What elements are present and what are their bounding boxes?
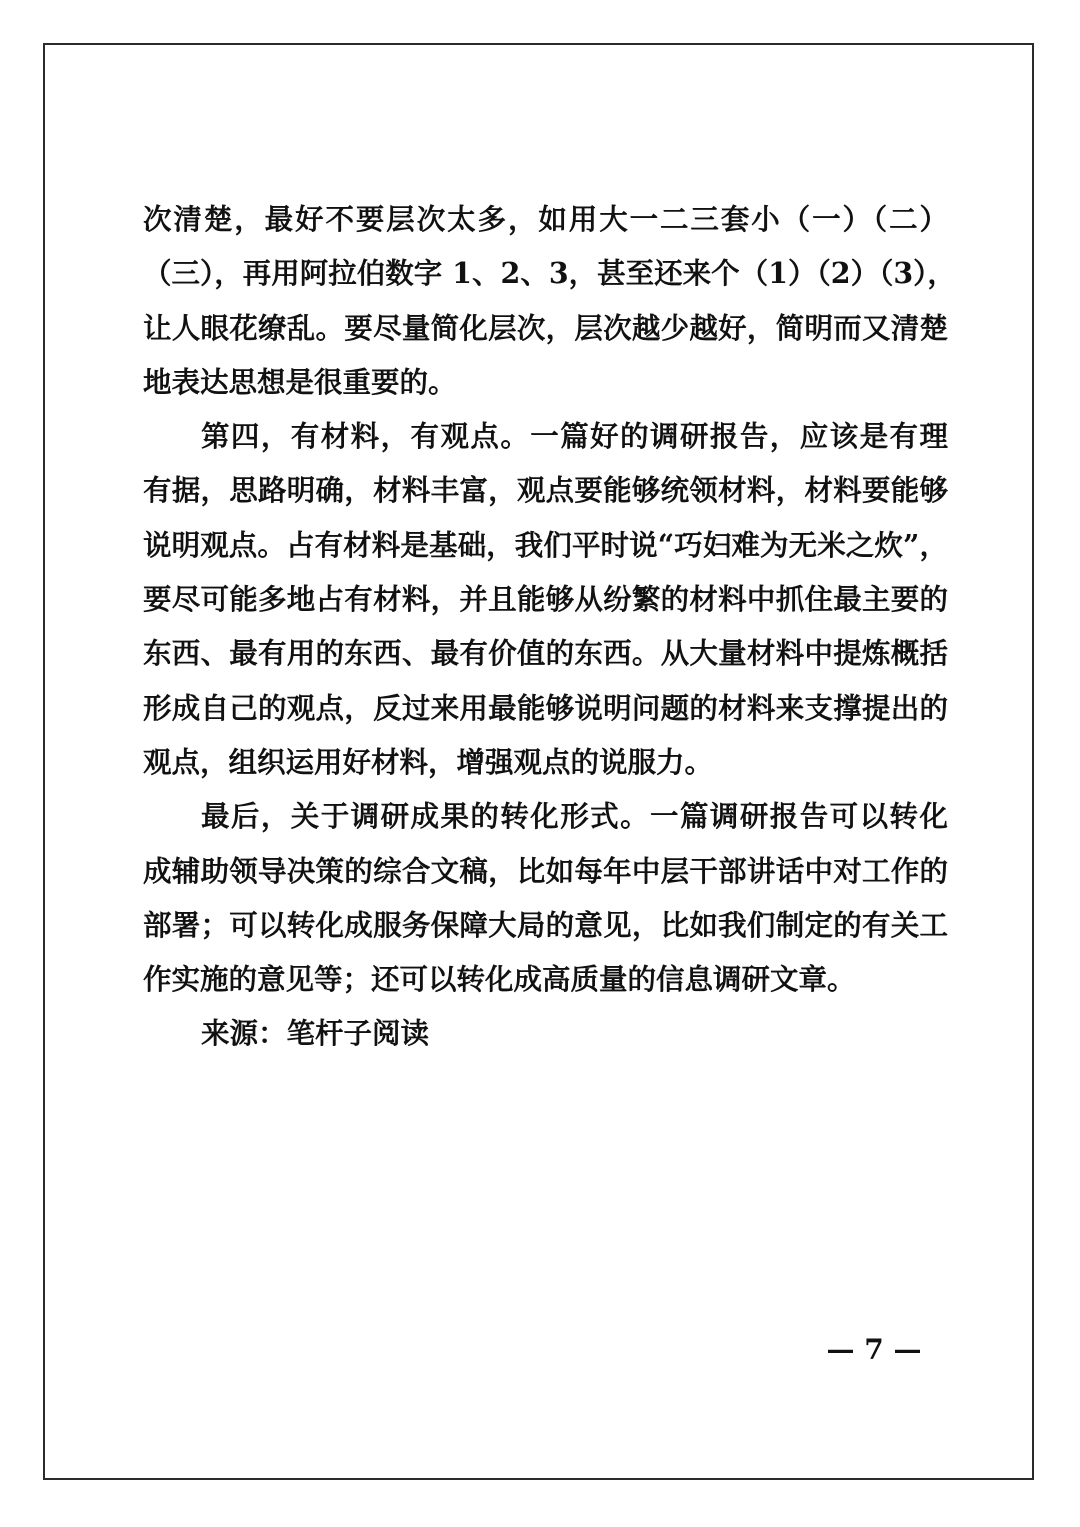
text-line: （三），再用阿拉伯数字 1、2、3，甚至还来个（1）（2）（3），	[143, 256, 956, 291]
paragraph-start-line: 第四，有材料，有观点。一篇好的调研报告，应该是有理	[201, 419, 948, 454]
text-line: 有据，思路明确，材料丰富，观点要能够统领材料，材料要能够	[143, 473, 948, 508]
text-line: 作实施的意见等；还可以转化成高质量的信息调研文章。	[143, 962, 856, 997]
text-line: 地表达思想是很重要的。	[143, 364, 457, 399]
source-line: 来源：笔杆子阅读	[201, 1016, 430, 1051]
text-line: 成辅助领导决策的综合文稿，比如每年中层干部讲话中对工作的	[143, 853, 948, 888]
text-line: 次清楚，最好不要层次太多，如用大一二三套小（一）（二）	[143, 202, 948, 236]
text-line: 说明观点。占有材料是基础，我们平时说“巧妇难为无米之炊”，	[143, 527, 948, 562]
paragraph-start-line: 最后，关于调研成果的转化形式。一篇调研报告可以转化	[201, 799, 948, 834]
document-body	[143, 192, 956, 1061]
text-line: 让人眼花缭乱。要尽量简化层次，层次越少越好，简明而又清楚	[143, 310, 948, 345]
text-line: 要尽可能多地占有材料，并且能够从纷繁的材料中抓住最主要的	[143, 582, 948, 617]
text-line: 观点，组织运用好材料，增强观点的说服力。	[143, 744, 714, 779]
page-number: — 7 —	[826, 1333, 922, 1366]
text-line: 部署；可以转化成服务保障大局的意见，比如我们制定的有关工	[143, 907, 948, 942]
text-line: 东西、最有用的东西、最有价值的东西。从大量材料中提炼概括	[143, 636, 948, 671]
text-line: 形成自己的观点，反过来用最能够说明问题的材料来支撑提出的	[143, 690, 948, 725]
